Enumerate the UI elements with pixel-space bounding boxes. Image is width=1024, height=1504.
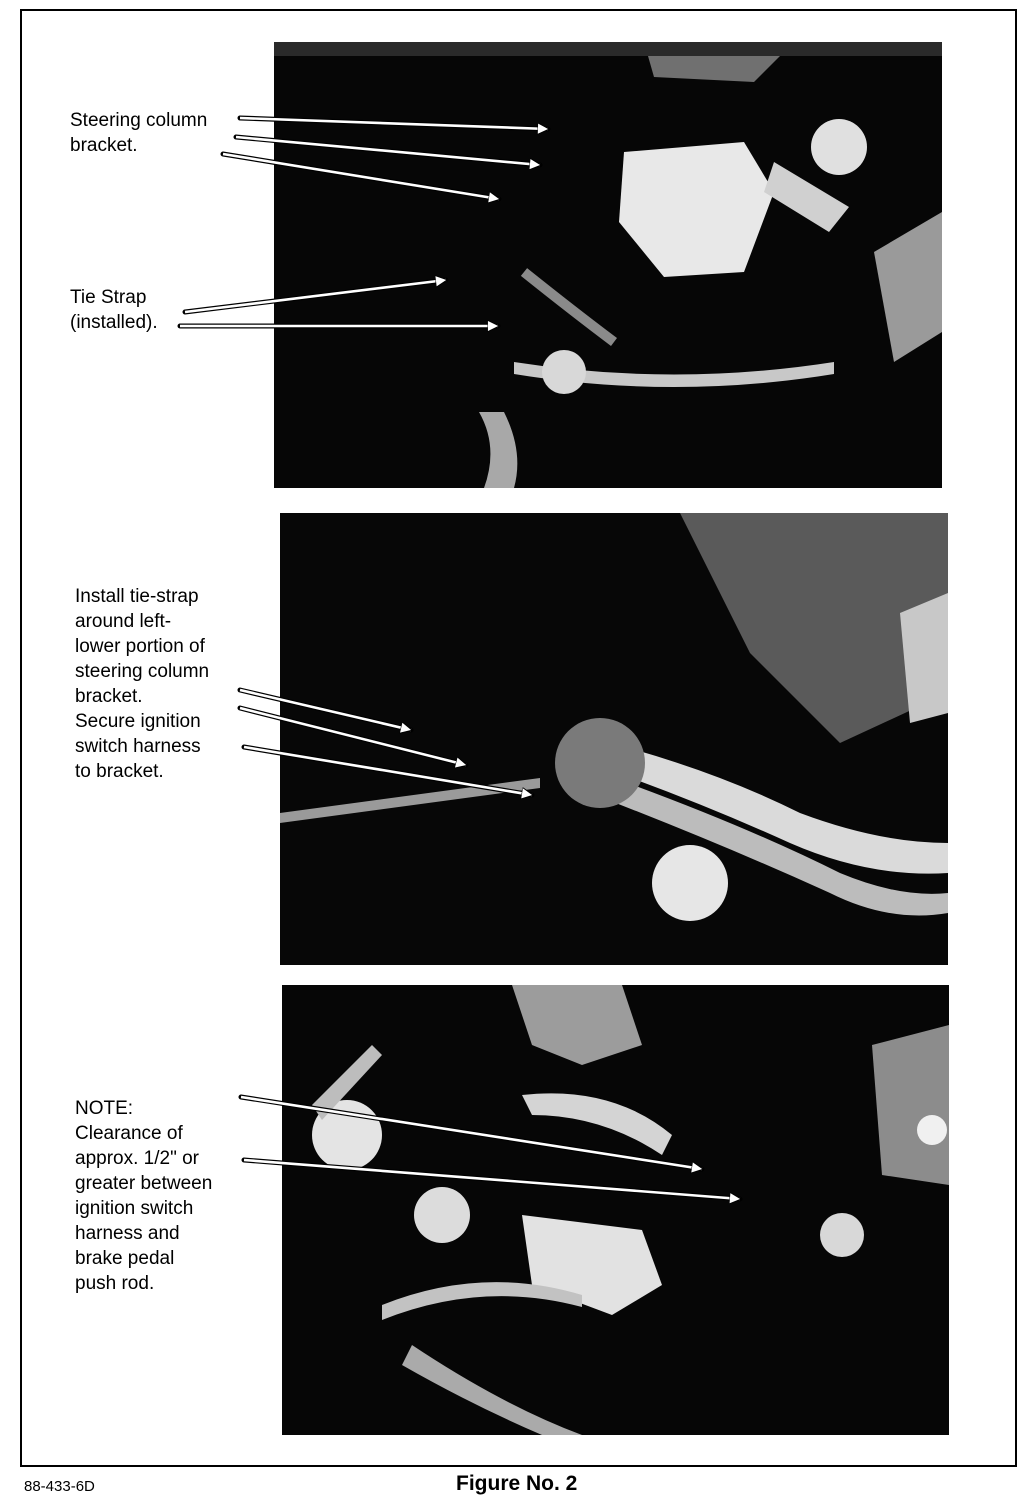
photo-3-graphic [282, 985, 949, 1435]
photo-1-graphic [274, 42, 942, 488]
figure-caption: Figure No. 2 [456, 1472, 578, 1495]
label-clearance-note: NOTE: Clearance of approx. 1/2" or greater between ignition switch harness and brake pedal push rod. [75, 1098, 213, 1294]
label-tie-strap-installed: Tie Strap (installed). [70, 287, 158, 333]
photo-brake-pedal-clearance [282, 985, 949, 1435]
document-code: 88-433-6D [24, 1478, 95, 1495]
photo-2-graphic [280, 513, 948, 965]
photo-tie-strap-install [280, 513, 948, 965]
label-steering-column-bracket: Steering column bracket. [70, 110, 208, 156]
photo-steering-column-bracket [274, 42, 942, 488]
label-install-tie-strap: Install tie-strap around left- lower portion of steering column bracket. Secure ignition switch harness to bracket. [75, 586, 210, 782]
